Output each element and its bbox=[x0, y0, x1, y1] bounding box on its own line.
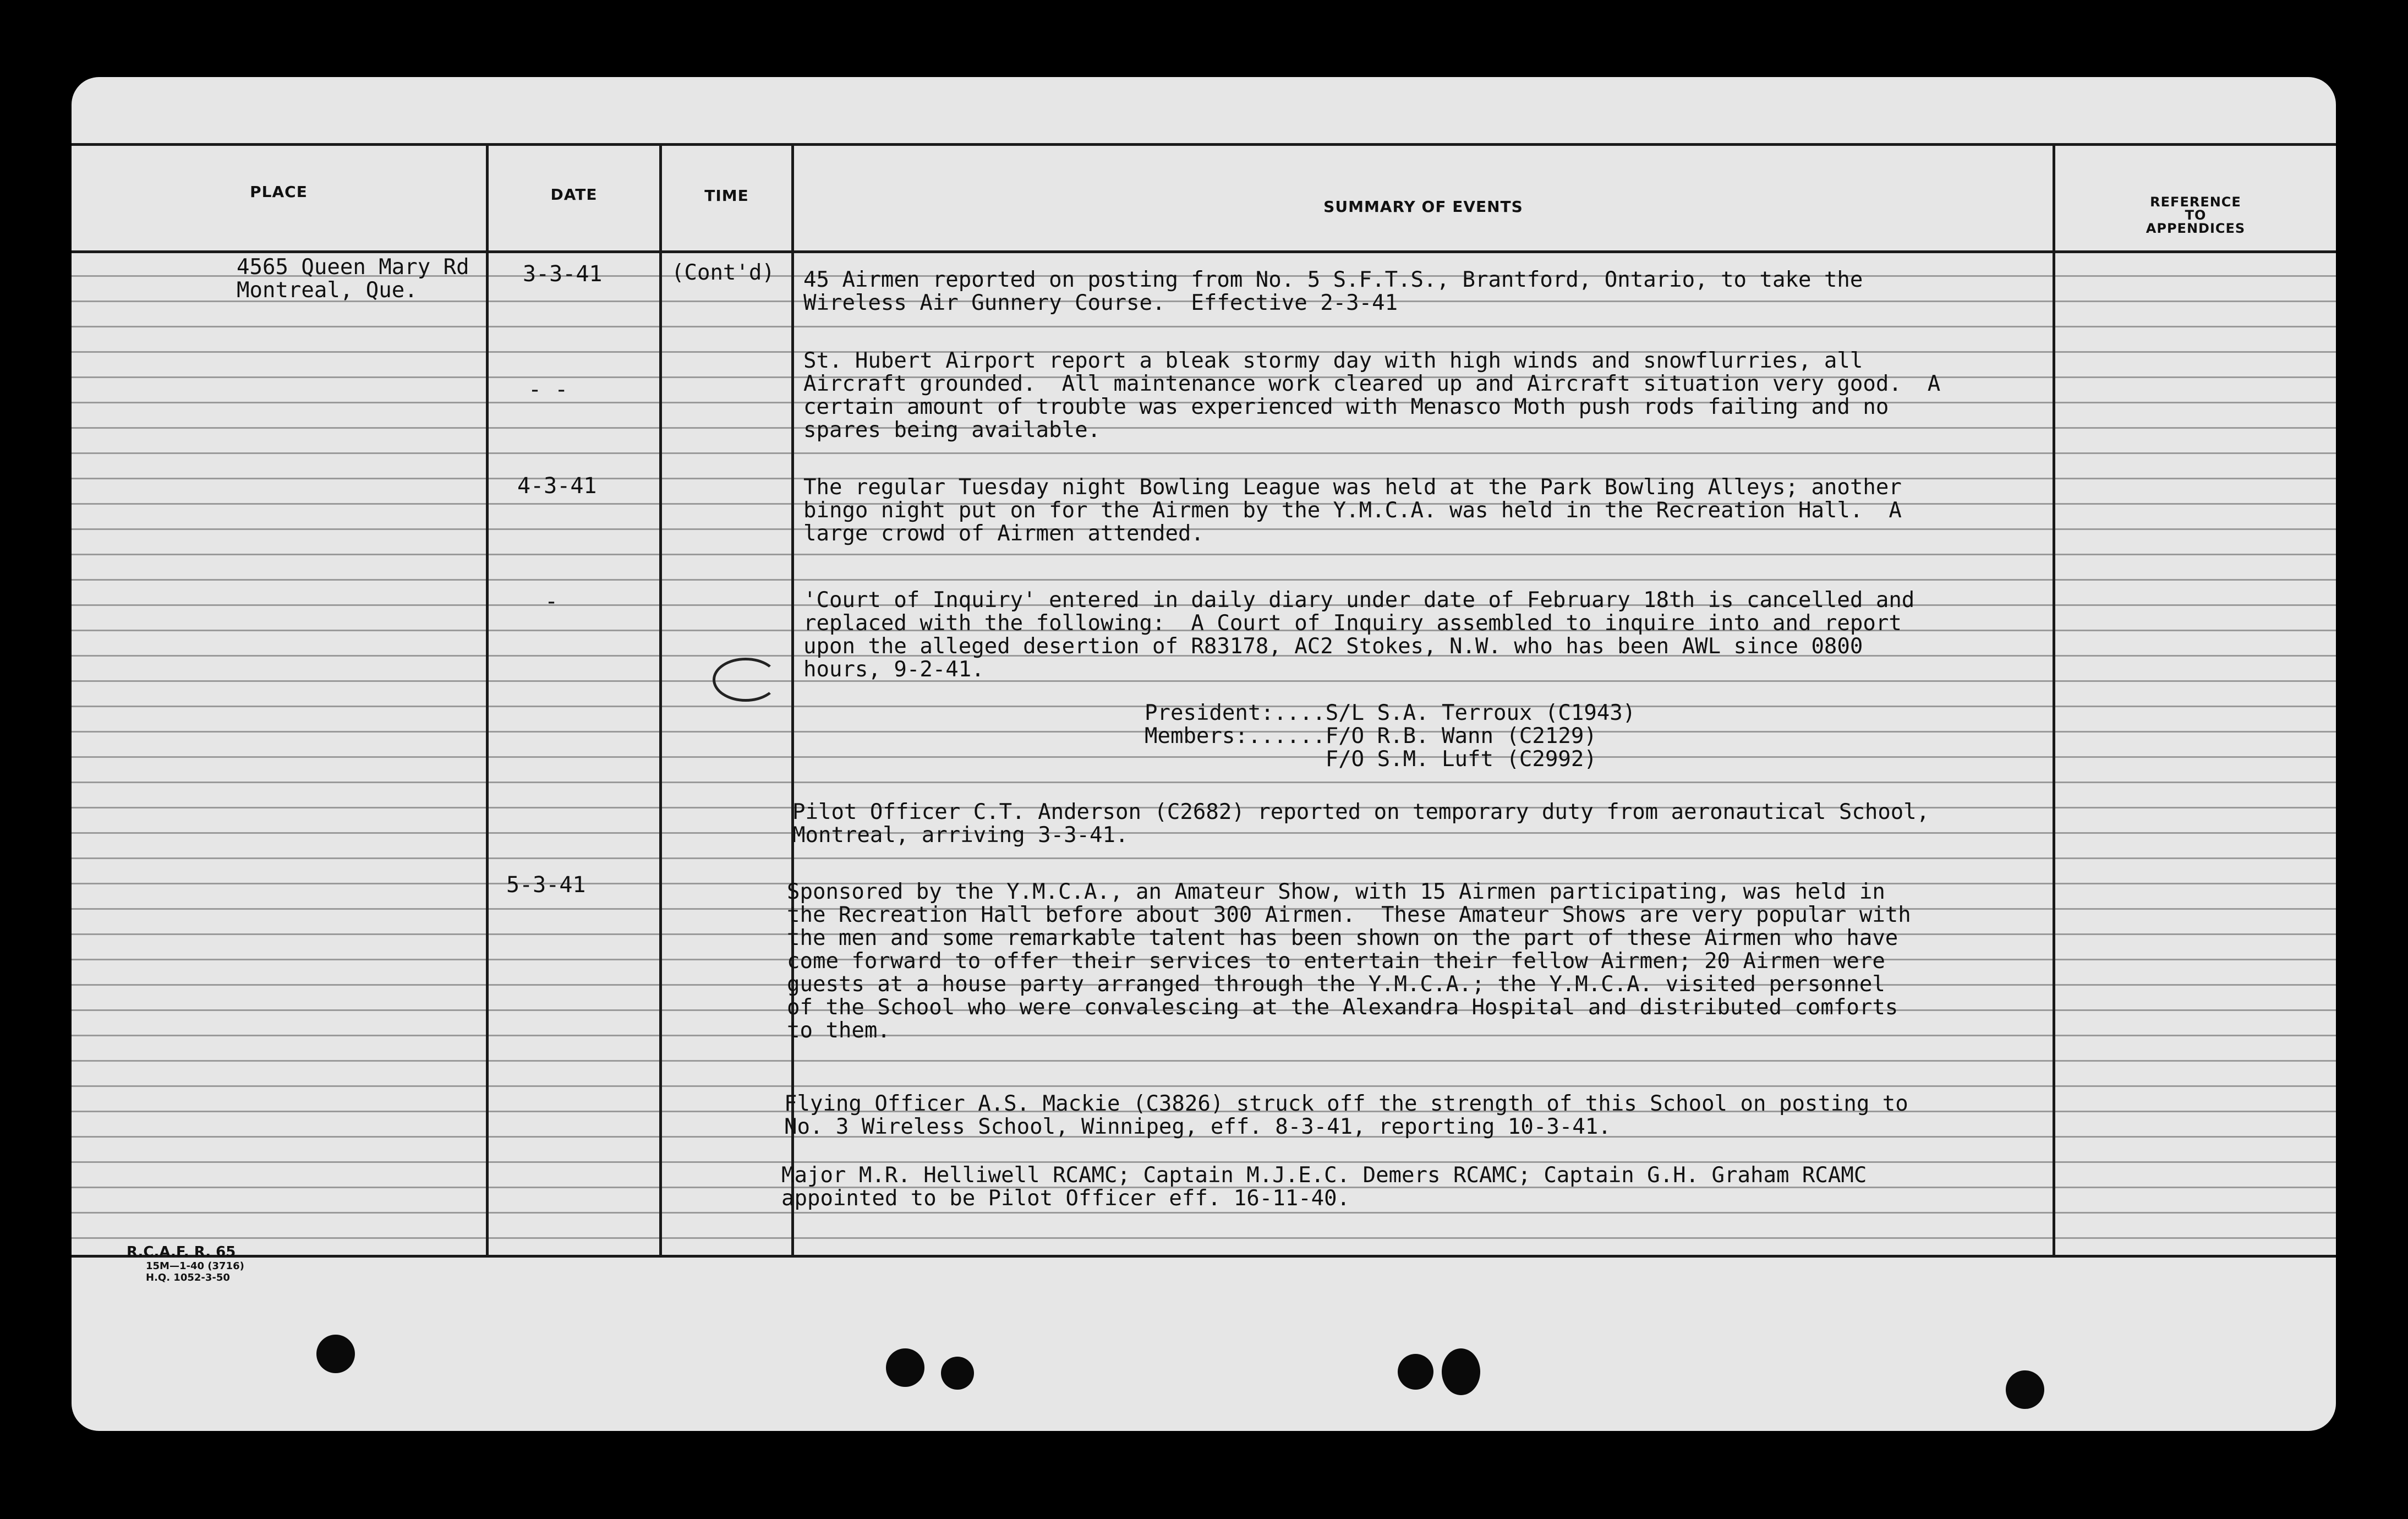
column-divider-date bbox=[659, 143, 662, 1255]
form-code: R.C.A.F. R. 65 bbox=[127, 1244, 236, 1260]
date-entry: 4-3-41 bbox=[517, 473, 597, 499]
ruled-line bbox=[72, 782, 2336, 783]
diary-form-card bbox=[72, 77, 2336, 1431]
ruled-line bbox=[72, 554, 2336, 555]
ruled-line bbox=[72, 326, 2336, 327]
ruled-line bbox=[72, 1237, 2336, 1239]
form-print-line: 15M—1-40 (3716) bbox=[146, 1260, 244, 1272]
summary-entry: Sponsored by the Y.M.C.A., an Amateur Show, with 15 Airmen participating, was held in the Recreation Hall before about 300 Airmen. These Amateur Shows are very popular with the men and some remarkable talent has been shown on the part of these Airmen who have come forward to offer their services to entertain their fellow Airmen; 20 Airmen were guests at a house party arranged through the Y.M.C.A.; the Y.M.C.A. visited personnel of the School who were convalescing at the Alexandra Hospital and distributed comforts to them. bbox=[787, 879, 1911, 1043]
column-divider-place bbox=[486, 143, 489, 1255]
summary-entry: The regular Tuesday night Bowling League was held at the Park Bowling Alleys; another bingo night put on for the Airmen by the Y.M.C.A. was held in the Recreation Hall. A large crowd of Airmen attended. bbox=[803, 475, 1902, 546]
header-bottom-rule bbox=[72, 250, 2336, 253]
summary-entry: 45 Airmen reported on posting from No. 5 S.F.T.S., Brantford, Ontario, to take the Wireless Air Gunnery Course. Effective 2-3-41 bbox=[803, 267, 1863, 315]
column-divider-time bbox=[791, 143, 794, 1255]
summary-entry: St. Hubert Airport report a bleak stormy day with high winds and snowflurries, all Aircraft grounded. All maintenance work cleared up and Aircraft situation very good. A certain amount of trouble was experienced with Menasco Moth push rods failing and no spares being available. bbox=[803, 348, 1941, 442]
form-hq-line: H.Q. 1052-3-50 bbox=[146, 1272, 230, 1283]
date-entry: 5-3-41 bbox=[506, 872, 586, 898]
ruled-line bbox=[72, 1212, 2336, 1214]
ruled-line bbox=[72, 452, 2336, 454]
ruled-line bbox=[72, 1085, 2336, 1087]
date-entry: - bbox=[545, 589, 559, 614]
punch-hole bbox=[2006, 1370, 2044, 1409]
header-time: TIME bbox=[704, 187, 749, 205]
summary-entry: 'Court of Inquiry' entered in daily diary under date of February 18th is cancelled and replaced with the following: A Court of Inquiry assembled to inquire into and report upon the alleged desertion of R83178, AC2 Stokes, N.W. who has been AWL since 0800 hours, 9-2-41. bbox=[803, 588, 1915, 682]
form-number bbox=[127, 1244, 244, 1283]
ruled-line bbox=[72, 857, 2336, 859]
summary-entry: Pilot Officer C.T. Anderson (C2682) reported on temporary duty from aeronautical School, Montreal, arriving 3-3-41. bbox=[792, 800, 1930, 848]
ruled-line bbox=[72, 579, 2336, 581]
court-members: President:....S/L S.A. Terroux (C1943) Members:......F/O R.B. Wann (C2129) F/O S.M. Luft (C2992) bbox=[1145, 701, 1636, 772]
summary-entry: Major M.R. Helliwell RCAMC; Captain M.J.E.C. Demers RCAMC; Captain G.H. Graham RCAMC appointed to be Pilot Officer eff. 16-11-40. bbox=[781, 1163, 1867, 1211]
handwritten-circle-mark bbox=[713, 658, 779, 702]
summary-entry: Flying Officer A.S. Mackie (C3826) struck off the strength of this School on posting to No. 3 Wireless School, Winnipeg, eff. 8-3-41, reporting 10-3-41. bbox=[784, 1091, 1908, 1139]
punch-hole bbox=[1442, 1348, 1480, 1395]
date-entry: 3-3-41 bbox=[523, 261, 603, 287]
punch-hole bbox=[1398, 1354, 1433, 1390]
header-place: PLACE bbox=[250, 183, 308, 201]
header-top-rule bbox=[72, 143, 2336, 146]
date-entry: - - bbox=[528, 377, 568, 402]
header-reference: REFERENCE TO APPENDICES bbox=[2146, 194, 2246, 236]
time-text: (Cont'd) bbox=[671, 260, 775, 285]
punch-hole bbox=[316, 1335, 355, 1373]
column-divider-summary bbox=[2053, 143, 2055, 1255]
punch-hole bbox=[886, 1348, 924, 1387]
punch-hole bbox=[941, 1357, 974, 1390]
header-date: DATE bbox=[550, 185, 598, 204]
header-summary: SUMMARY OF EVENTS bbox=[1323, 198, 1523, 216]
place-text: 4565 Queen Mary Rd Montreal, Que. bbox=[237, 255, 469, 303]
footer-rule bbox=[72, 1255, 2336, 1258]
ruled-line bbox=[72, 1060, 2336, 1062]
